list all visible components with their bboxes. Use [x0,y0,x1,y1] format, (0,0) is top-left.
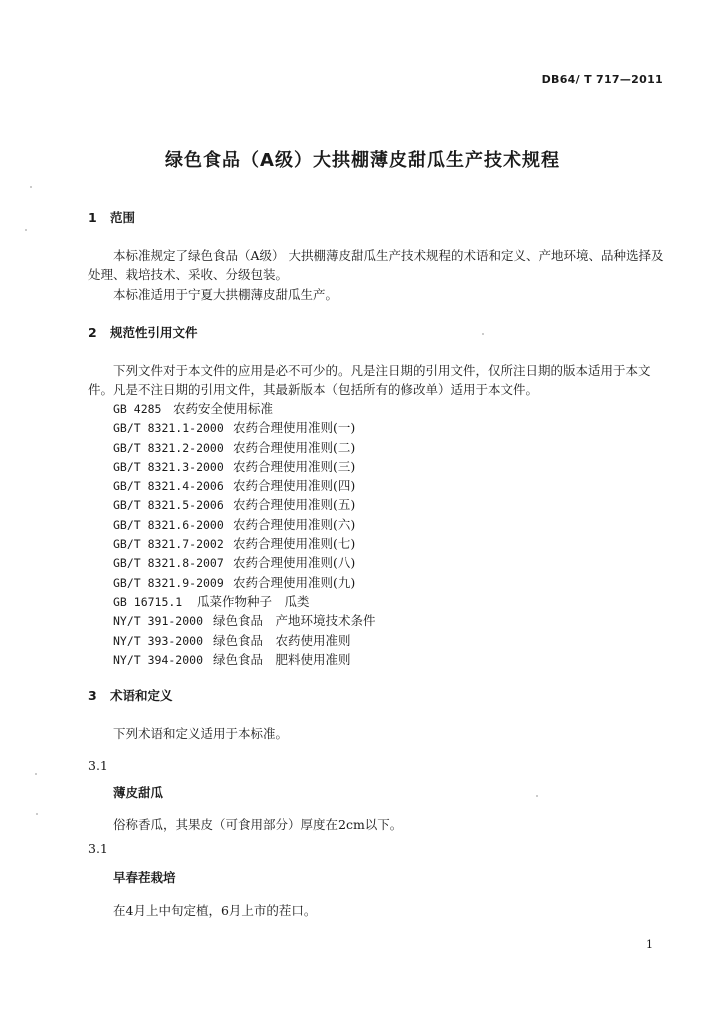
reference-code: GB/T 8321.4-2006 [113,479,224,494]
reference-item [113,495,376,514]
reference-name: 绿色食品 产地环境技术条件 [213,613,376,629]
terms-intro: 下列术语和定义适用于本标准。 [113,726,289,741]
reference-code: GB/T 8321.9-2009 [113,575,224,590]
section-1-heading [88,208,135,226]
reference-name: 农药安全使用标准 [173,401,274,416]
scan-speck [36,813,38,815]
reference-code: GB/T 8321.1-2000 [113,421,224,436]
reference-item [113,611,376,630]
document-title: 绿色食品（A级）大拱棚薄皮甜瓜生产技术规程 [165,150,560,171]
reference-item [113,534,376,553]
reference-item [113,418,376,437]
reference-item [113,631,376,650]
term-definition: 俗称香瓜，其果皮（可食用部分）厚度在2cm以下。 [113,817,403,832]
scan-speck [30,186,32,188]
reference-item [113,476,376,495]
reference-code: GB 4285 [113,402,162,416]
section-number: 2 [88,325,97,340]
scan-speck [482,333,484,335]
reference-list [113,399,376,669]
reference-code: GB/T 8321.5-2006 [113,498,224,513]
reference-code: NY/T 391-2000 [113,614,204,629]
reference-name: 农药合理使用准则(三) [233,458,356,474]
scan-speck [25,229,27,231]
clause-number: 3.1 [88,758,108,773]
section-number: 3 [88,688,97,703]
reference-code: GB/T 8321.6-2000 [113,517,224,532]
reference-code: GB/T 8321.7-2002 [113,537,224,552]
reference-name: 瓜菜作物种子 瓜类 [197,593,310,609]
reference-name: 农药合理使用准则(五) [233,497,356,513]
section-3-heading [88,686,173,704]
term-definition: 在4月上中旬定植，6月上市的茬口。 [113,903,317,918]
scan-speck [35,773,37,775]
reference-item [113,515,376,534]
reference-item [113,573,376,592]
reference-code: GB/T 8321.8-2007 [113,556,224,571]
reference-name: 农药合理使用准则(四) [233,478,356,494]
section-title: 术语和定义 [110,688,173,703]
scope-paragraph-2: 本标准适用于宁夏大拱棚薄皮甜瓜生产。 [113,287,339,302]
reference-name: 农药合理使用准则(六) [233,516,356,532]
references-intro: 下列文件对于本文件的应用是必不可少的。凡是注日期的引用文件，仅所注日期的版本适用于本文件。凡是不注日期的引用文件，其最新版本（包括所有的修改单）适用于本文件。 [88,363,651,397]
reference-code: NY/T 393-2000 [113,633,204,648]
reference-name: 农药合理使用准则(八) [233,555,356,571]
reference-code: GB/T 8321.3-2000 [113,459,224,474]
reference-name: 农药合理使用准则(九) [233,574,356,590]
scope-paragraph-1: 本标准规定了绿色食品（A级） 大拱棚薄皮甜瓜生产技术规程的术语和定义、产地环境、品种选择及处理、栽培技术、采收、分级包装。 [88,248,664,282]
term-heading: 薄皮甜瓜 [113,785,164,800]
clause-number: 3.1 [88,841,108,856]
reference-code: GB/T 8321.2-2000 [113,440,224,455]
scan-speck [536,795,538,797]
reference-item [113,438,376,457]
reference-name: 农药合理使用准则(一) [233,420,356,436]
term-heading: 早春茬栽培 [113,870,176,885]
reference-item [113,399,376,418]
reference-name: 绿色食品 农药使用准则 [213,632,351,648]
reference-item [113,592,376,611]
standard-code-header: DB64/ T 717—2011 [541,73,663,86]
reference-name: 绿色食品 肥料使用准则 [213,651,351,667]
reference-name: 农药合理使用准则(二) [233,439,356,455]
reference-item [113,650,376,669]
reference-item [113,457,376,476]
page-number: 1 [646,938,653,951]
reference-name: 农药合理使用准则(七) [233,536,356,552]
section-title: 规范性引用文件 [110,325,198,340]
section-title: 范围 [110,210,136,225]
reference-code: NY/T 394-2000 [113,652,204,667]
reference-code: GB 16715.1 [113,594,183,609]
reference-item [113,553,376,572]
section-number: 1 [88,210,97,225]
section-2-heading [88,323,198,341]
